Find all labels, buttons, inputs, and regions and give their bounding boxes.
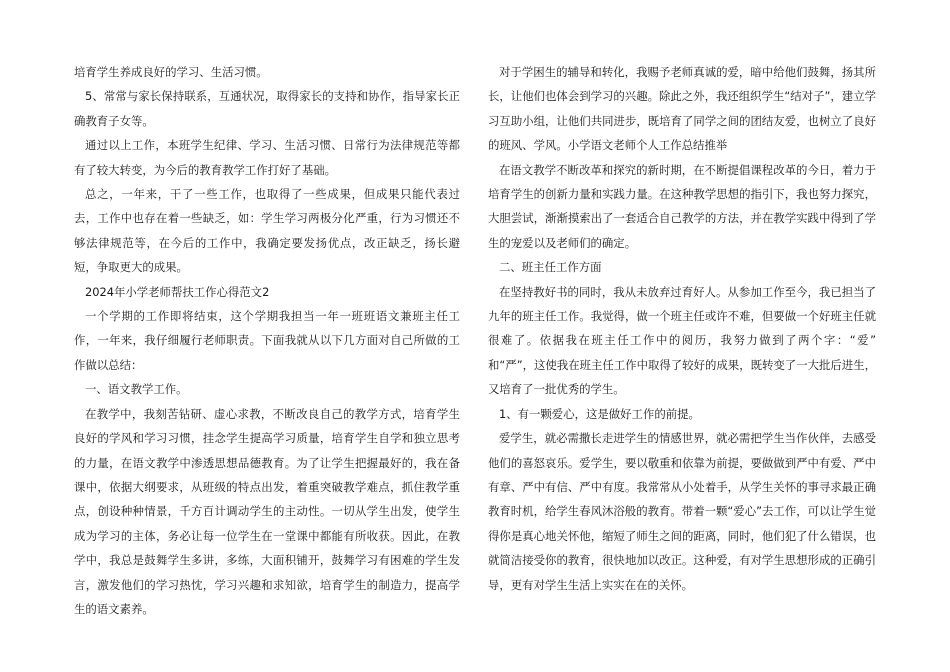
section-title: 2024年小学老师帮扶工作心得范文2 [85, 284, 270, 299]
left-paragraph-2: 5、常常与家长保持联系，互通状况，取得家长的支持和协作，指导家长正确教育子女等。 [74, 89, 460, 128]
left-paragraph-3: 通过以上工作，本班学生纪律、学习、生活习惯、日常行为法律规范等都有了较大转变，为今后的教育教学工作打好了基础。 [74, 138, 460, 177]
left-paragraph-4: 总之，一年来，干了一些工作，也取得了一些成果，但成果只能代表过去，工作中也存在着一些缺乏，如：学生学习两极分化严重，行为习惯还不够法律规范等，在今后的工作中，我确定要发扬优点，改正缺乏，扬长避短，争取更大的成果。 [74, 187, 460, 275]
left-column [74, 60, 460, 621]
right-column [488, 60, 876, 597]
left-paragraph-6: 一个学期的工作即将结束，这个学期我担当一年一班班语文兼班主任工作，一年来，我仔细履行老师职责。下面我就从以下几方面对自己所做的工作做以总结： [74, 309, 460, 372]
subheading-love: 1、有一颗爱心，这是做好工作的前提。 [499, 406, 700, 421]
subheading-class-teacher: 二、班主任工作方面 [499, 260, 602, 275]
right-paragraph-1: 对于学困生的辅导和转化，我赐予老师真诚的爱，暗中给他们鼓舞，扬其所长，让他们也体会到学习的兴趣。除此之外，我还组织学生“结对子”，建立学习互助小组，让他们共同进步，既培育了同学之间的团结友爱，也树立了良好的班风、学风。小学语文老师个人工作总结推举 [488, 65, 876, 153]
left-paragraph-1: 培育学生养成良好的学习、生活习惯。 [74, 65, 268, 79]
subheading-chinese-teaching: 一、语文教学工作。 [85, 382, 188, 397]
right-paragraph-4: 在坚持教好书的同时，我从未放弃过育好人。从参加工作至今，我已担当了九年的班主任工作。我觉得，做一个班主任或许不难，但要做一个好班主任就很难了。依据我在班主任工作中的阅历，我努力做到了两个字：“爱” 和“严”，这使我在班主任工作中取得了较好的成果，既转变了一大批后进生，又培育了一批优秀的学生。 [488, 284, 876, 397]
right-paragraph-2: 在语文教学不断改革和探究的新时期，在不断提倡课程改革的今日，着力于培育学生的创新力量和实践力量。在这种教学思想的指引下，我也努力探究，大胆尝试，渐渐摸索出了一套适合自己教学的方法，并在教学实践中得到了学生的宠爱以及老师们的确定。 [488, 162, 876, 250]
left-paragraph-8: 在教学中，我刻苦钻研、虚心求教，不断改良自己的教学方式，培育学生良好的学风和学习习惯，挂念学生提高学习质量，培育学生自学和独立思考的力量，在语文教学中渗透思想品德教育。为了让学生把握最好的，我在备课中，依据大纲要求，从班级的特点出发，着重突破教学难点，抓住教学重点，创设种种情景，千方百计调动学生的主动性。一切从学生出发，使学生成为学习的主体，务必让每一位学生在一堂课中都能有所收获。因此，在教学中，我总是鼓舞学生多讲，多练，大面积铺开，鼓舞学习有困难的学生发言，激发他们的学习热忱，学习兴趣和求知欲，培育学生的制造力，提高学生的语文素养。 [74, 406, 460, 616]
right-paragraph-6: 爱学生，就必需撒长走进学生的情感世界，就必需把学生当作伙伴，去感受他们的喜怒哀乐。爱学生，要以敬重和依靠为前提，要做做到严中有爱、严中有章、严中有信、严中有度。我常常从小处着手，从学生关怀的事寻求最正确教育时机，给学生春风沐浴般的教育。带着一颗“爱心”去工作，可以让学生觉得你是真心地关怀他，缩短了师生之间的距离，同时，他们犯了什么错误，也就简洁接受你的教育，很快地加以改正。这种爱，有对学生思想形成的正确引导，更有对学生生活上实实在在的关怀。 [488, 431, 876, 592]
